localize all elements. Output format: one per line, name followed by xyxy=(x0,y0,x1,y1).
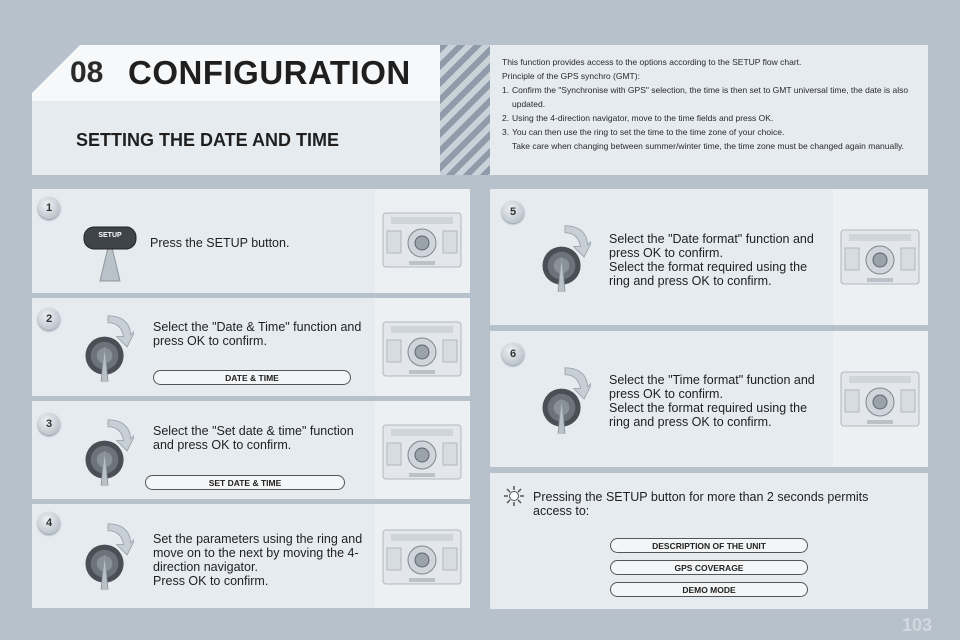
step-3-badge: 3 xyxy=(38,413,60,435)
intro-line-2: Principle of the GPS synchro (GMT): xyxy=(502,71,640,81)
step-4-text xyxy=(153,532,368,588)
step-6-text xyxy=(609,373,824,429)
menu-gps-coverage: GPS COVERAGE xyxy=(610,560,808,575)
rotary-knob-icon xyxy=(82,516,134,594)
menu-demo-mode: DEMO MODE xyxy=(610,582,808,597)
radio-unit-icon xyxy=(381,310,463,388)
menu-date-time: DATE & TIME xyxy=(153,370,351,385)
intro-line-1: This function provides access to the options according to the SETUP flow chart. xyxy=(502,57,802,67)
step-4-badge: 4 xyxy=(38,512,60,534)
step-5-text xyxy=(609,232,824,288)
step-4-text-1: Set the parameters using the ring and move on to the next by moving the 4-direction navigator. xyxy=(153,532,363,574)
step-5-text-2: Select the format required using the ring and press OK to confirm. xyxy=(609,260,808,288)
menu-description-unit: DESCRIPTION OF THE UNIT xyxy=(610,538,808,553)
intro-item-3: You can then use the ring to set the time to the time zone of your choice. xyxy=(512,127,785,137)
radio-unit-icon xyxy=(381,518,463,596)
page-number: 103 xyxy=(901,615,932,635)
step-6-text-1: Select the "Time format" function and press OK to confirm. xyxy=(609,373,815,401)
page-title: CONFIGURATION xyxy=(128,54,411,91)
chapter-number: 08 xyxy=(70,56,104,89)
section-title: SETTING THE DATE AND TIME xyxy=(76,130,339,150)
step-1-badge: 1 xyxy=(38,197,60,219)
step-2-badge: 2 xyxy=(38,308,60,330)
setup-long-text: Pressing the SETUP button for more than 2 seconds permits access to: xyxy=(533,490,869,518)
radio-unit-icon xyxy=(839,218,921,296)
setup-button-icon xyxy=(82,221,138,283)
step-2-text: Select the "Date & Time" function and press OK to confirm. xyxy=(153,320,362,348)
radio-unit-icon xyxy=(381,413,463,491)
radio-unit-icon xyxy=(381,201,463,279)
menu-set-date-time: SET DATE & TIME xyxy=(145,475,345,490)
radio-unit-icon xyxy=(839,360,921,438)
rotary-knob-icon xyxy=(539,218,591,296)
intro-item-2: Using the 4-direction navigator, move to the time fields and press OK. xyxy=(512,113,774,123)
rotary-knob-icon xyxy=(82,412,134,490)
step-5-badge: 5 xyxy=(502,201,524,223)
lamp-icon xyxy=(503,485,525,507)
step-4-text-2: Press OK to confirm. xyxy=(153,574,269,588)
intro-text: This function provides access to the options according to the SETUP flow chart. Principle of the GPS synchro (GMT): 1. Confirm the "Synchronise with GPS" selection, the time is then set to GMT universal time, the date is also updated. 2. Using the 4-direction navigator, move to the time fields and press OK. 3. You can then use the ring to set the time to the time zone of your choice. Take care when changing between summer/winter time, the time zone must be changed again manually. xyxy=(490,45,928,175)
intro-item-1: Confirm the "Synchronise with GPS" selection, the time is then set to GMT universal time, the date is also updated. xyxy=(512,85,909,109)
rotary-knob-icon xyxy=(539,360,591,438)
step-1-text: Press the SETUP button. xyxy=(150,236,290,250)
step-6-text-2: Select the format required using the ring and press OK to confirm. xyxy=(609,401,808,429)
step-6-badge: 6 xyxy=(502,343,524,365)
setup-button-label: SETUP xyxy=(98,232,122,239)
step-3-text: Select the "Set date & time" function and press OK to confirm. xyxy=(153,424,354,452)
intro-note: Take care when changing between summer/winter time, the time zone must be changed again manually. xyxy=(512,141,905,151)
rotary-knob-icon xyxy=(82,308,134,386)
step-5-text-1: Select the "Date format" function and press OK to confirm. xyxy=(609,232,814,260)
hatch-divider xyxy=(440,45,490,175)
